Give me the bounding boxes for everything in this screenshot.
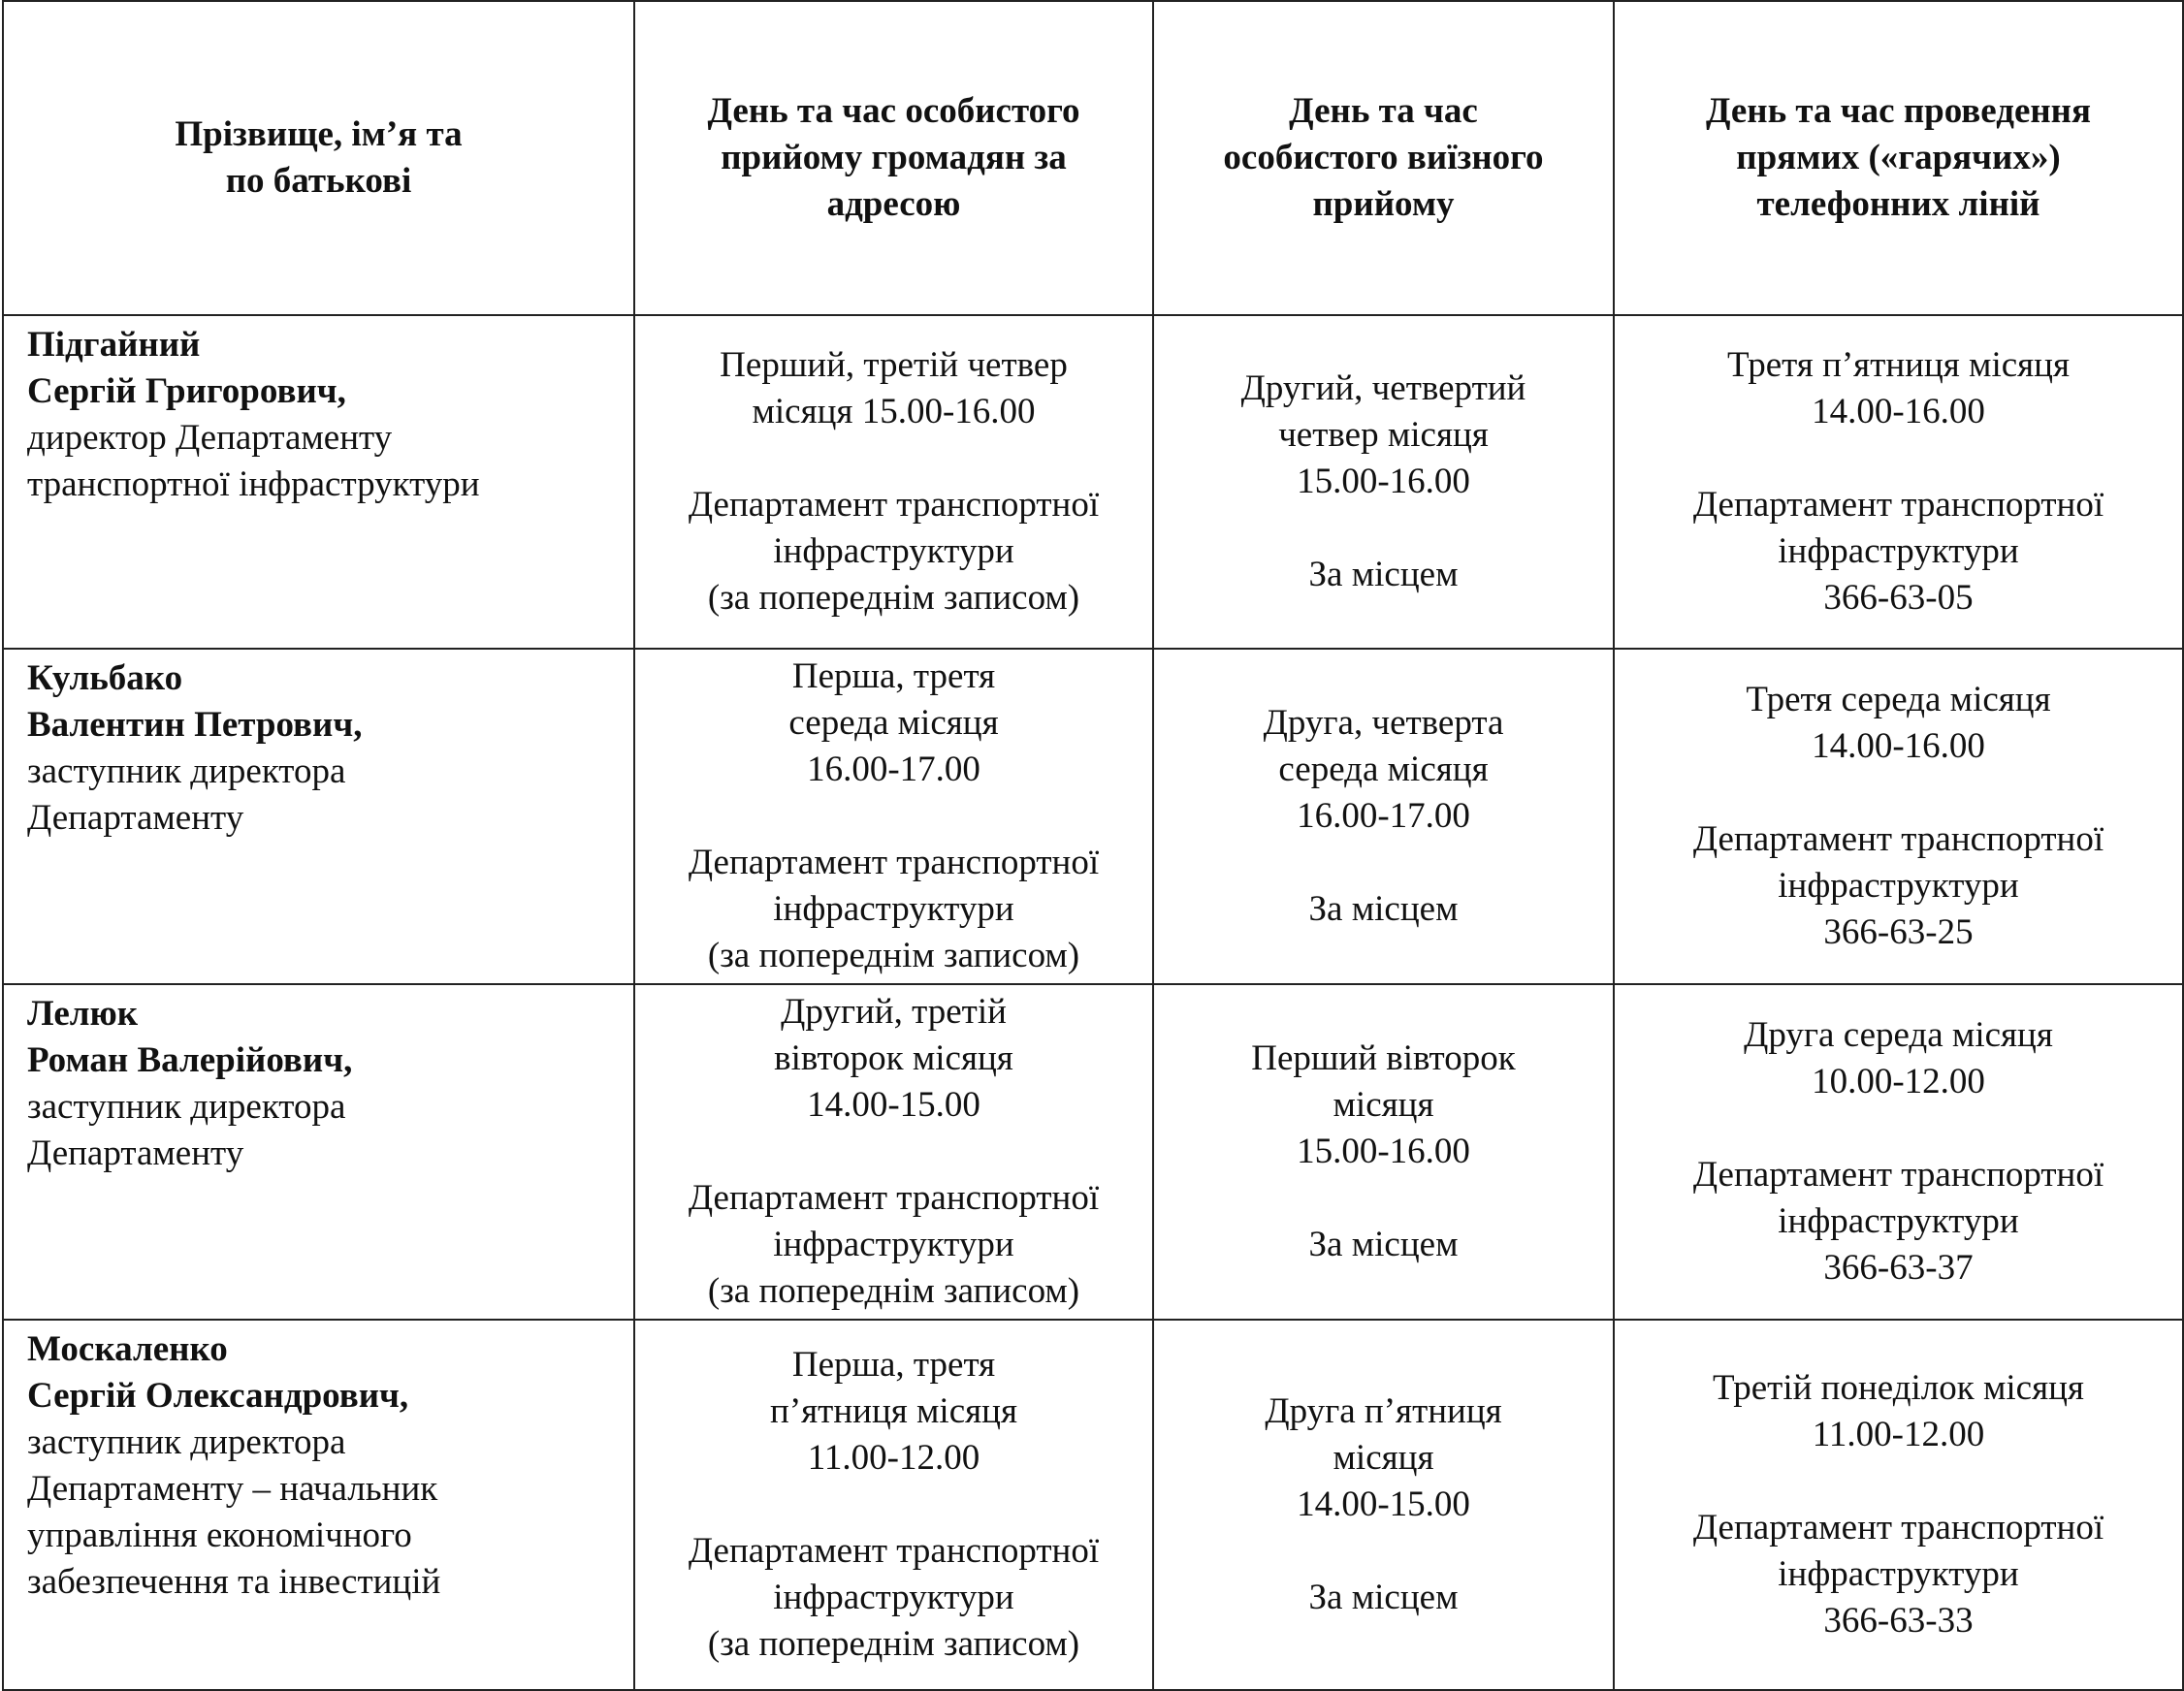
- reception-cell: Перша, третя середа місяця 16.00-17.00 Департамент транспортної інфраструктури (за попереднім записом): [634, 649, 1153, 984]
- hotline-cell: Третя середа місяця 14.00-16.00 Департамент транспортної інфраструктури 366-63-25: [1614, 649, 2183, 984]
- header-reception: День та час особистого прийому громадян за адресою: [634, 1, 1153, 315]
- visiting-cell: Перший вівторок місяця 15.00-16.00 За місцем: [1153, 984, 1614, 1320]
- name-cell: [3, 984, 634, 1320]
- hotline-cell: Третій понеділок місяця 11.00-12.00 Департамент транспортної інфраструктури 366-63-33: [1614, 1320, 2183, 1690]
- name-cell: [3, 315, 634, 649]
- person-name: Лелюк Роман Валерійович,: [27, 994, 353, 1080]
- person-name: Підгайний Сергій Григорович,: [27, 325, 346, 411]
- hotline-cell: Друга середа місяця 10.00-12.00 Департамент транспортної інфраструктури 366-63-37: [1614, 984, 2183, 1320]
- reception-cell: Перший, третій четвер місяця 15.00-16.00 Департамент транспортної інфраструктури (за попереднім записом): [634, 315, 1153, 649]
- person-position: заступник директора Департаменту – начальник управління економічного забезпечення та інвестицій: [27, 1422, 441, 1602]
- header-name: Прізвище, ім’я та по батькові: [3, 1, 634, 315]
- person-position: директор Департаменту транспортної інфраструктури: [27, 418, 480, 504]
- table-row: [3, 315, 2183, 649]
- reception-schedule-table: [2, 0, 2184, 1691]
- visiting-cell: Друга п’ятниця місяця 14.00-15.00 За місцем: [1153, 1320, 1614, 1690]
- header-hotline: День та час проведення прямих («гарячих») телефонних ліній: [1614, 1, 2183, 315]
- person-name: Кульбако Валентин Петрович,: [27, 658, 363, 745]
- visiting-cell: Друга, четверта середа місяця 16.00-17.00 За місцем: [1153, 649, 1614, 984]
- table-row: [3, 649, 2183, 984]
- table-row: [3, 1320, 2183, 1690]
- hotline-cell: Третя п’ятниця місяця 14.00-16.00 Департамент транспортної інфраструктури 366-63-05: [1614, 315, 2183, 649]
- reception-cell: Перша, третя п’ятниця місяця 11.00-12.00 Департамент транспортної інфраструктури (за попереднім записом): [634, 1320, 1153, 1690]
- name-cell: [3, 649, 634, 984]
- table-row: [3, 984, 2183, 1320]
- person-name: Москаленко Сергій Олександрович,: [27, 1329, 409, 1416]
- header-visiting: День та час особистого виїзного прийому: [1153, 1, 1614, 315]
- reception-cell: Другий, третій вівторок місяця 14.00-15.00 Департамент транспортної інфраструктури (за попереднім записом): [634, 984, 1153, 1320]
- name-cell: [3, 1320, 634, 1690]
- person-position: заступник директора Департаменту: [27, 751, 346, 838]
- header-row: [3, 1, 2183, 315]
- person-position: заступник директора Департаменту: [27, 1087, 346, 1173]
- visiting-cell: Другий, четвертий четвер місяця 15.00-16.00 За місцем: [1153, 315, 1614, 649]
